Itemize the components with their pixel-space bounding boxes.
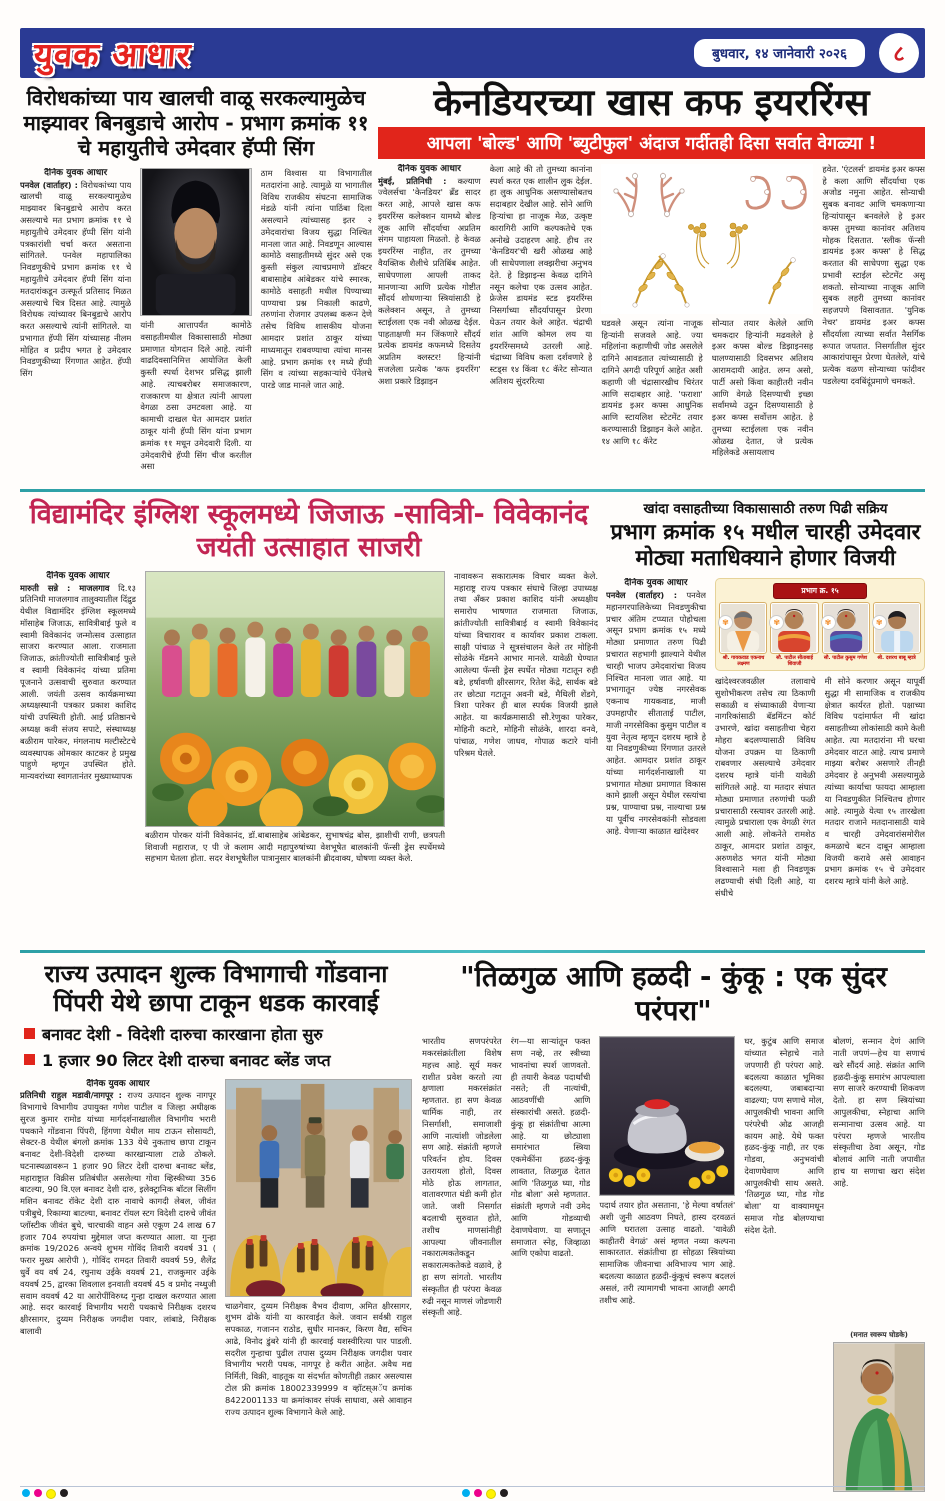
- masthead: [20, 28, 925, 78]
- candidates-panel: [715, 578, 925, 671]
- body-text: भारतीय सणपरंपरेत मकरसंक्रांतीला विशेष महत्त्व आहे. सूर्य मकर राशीत प्रवेश करतो त्या क्षणाला मकरसंक्रांत म्हणतात. हा सण केवळ धार्मिक नाही, तर निसर्गाशी, समाजाशी आणि नात्यांशी जोडलेला सण आहे. संक्रांती म्हणजे परिवर्तन होय. दिवस उतरायला होतो, दिवस मोठे होऊ लागतात, वातावरणात थंडी कमी होत जाते. जशी निसर्गात बदलाची सुरुवात होते, तशीच माणसांनीही आपल्या जीवनातील नकारात्मकतेकडून सकारात्मकतेकडे वळावे, हे हा सण सांगतो. भारतीय संस्कृतीत ही परंपरा केवळ रुढी नसून माणसं जोडणारी संस्कृती आहे.: [422, 1036, 502, 1318]
- body-text: विरोधकांच्या पाय खालची वाळू सरकल्यामुळेच माझ्यावर बिनबुडाचे आरोप करत असल्याचे मत प्रभाग क्रमांक ११ चे महायुतीचे उमेदवार हॅप्पी सिंग यांनी पत्रकारांशी चर्चा करत असताना सांगितले. पनवेल महापालिका निवडणुकीचे प्रभाग क्रमांक ११ चे महायुतीचे उमेदवार हॅप्पी सिंग यांना मतदारांकडून उत्स्फूर्त प्रतिसाद मिळत असल्याचे चित्र दिसत आहे. त्यामुळे विरोधक त्यांच्यावर बिनबुडाचे आरोप करत असल्याचे त्यांनी सांगितले. या प्रभागात हॅप्पी सिंग यांच्यासह नीलम मोहित व प्रदीप भगत हे उमेदवार निवडणुकीच्या रिंगणात आहेत. हॅप्पी सिंग: [20, 179, 132, 379]
- school-children-marigold-photo: [145, 571, 445, 827]
- candidate-name: सौ. पाटील सीताबाई शिवाजी: [776, 655, 813, 668]
- body-text: पदार्थ तयार होत असताना, 'हे मेल्या वर्षातलं' अशी जुनी आठवण निघते, हास्य दरवळतं आणि घरातला उत्साह वाढतो. 'यावेळी काहीतरी वेगळं' असं म्हणत नव्या कल्पना साकारतात. संक्रांतीचा हा सोहळा स्त्रियांच्या सामाजिक जीवनाचा अविभाज्य भाग आहे. बदलत्या काळात हळदी-कुंकूचं स्वरूप बदललं असलं, तरी त्यामागची भावना आजही अगदी तशीच आहे.: [599, 1200, 736, 1305]
- body-text: कल्याण ज्वेलर्सचा 'केनडियर' ब्रँड सादर करत आहे, आपले खास कफ इयररिंग्स कलेक्शन यामध्ये बोल्ड लूक आणि सौंदर्याचा अप्रतिम संगम पाहायला मिळतो. हे केवळ इयररिंग्स नाहीत, तर तुमच्या वैयक्तिक शैलीचे प्रतिबिंब आहेत. साधेपणाला आपली ताकद मानणाऱ्या आणि प्रत्येक गोष्टीत सौंदर्य शोधणाऱ्या स्त्रियांसाठी हे कलेक्शन असून, ते तुमच्या स्टाईलला एक नवी ओळख देईल. पाहताक्षणी मन जिंकणारे सौंदर्य प्रत्येक डायमंड कफमध्ये दिसतेय अप्रतिम क्लस्टर! हिऱ्यांनी सजलेला प्रत्येक 'कफ इयररिंग' अशा प्रकारे डिझाइन: [378, 175, 481, 386]
- cmyk-registration-dots: [22, 1489, 68, 1499]
- body-text: नावावरून सकारात्मक विचार व्यक्त केले. महाराष्ट्र राज्य पत्रकार संघाचे जिल्हा उपाध्यक्ष तथा अँकर प्रकाश काशिद यांनी अध्यक्षीय समारोप भाषणात राजमाता जिजाऊ, क्रांतीज्योती सावित्रीबाई व स्वामी विवेकानंद यांच्या विचारावर व कार्यावर प्रकाश टाकला. साक्षी पांचाळ ने सूत्रसंचालन केले तर मोहिनी सोळंके मॅडमने आभार मानले. यावेळी घेण्यात आलेल्या फॅन्सी ड्रेस स्पर्धेत मोठ्या गटातून रुही बडे, हर्षावणी क्षीरसागर, रितेश केंद्रे, सार्थक बडे तर छोट्या गटातून अवनी बडे, मैथिली शेंडगे, त्रिशा पारेकर ही बाल स्पर्धक विजयी झाले आहेत. या कार्यक्रमासाठी सौ.रेणुका पारेकर, मोहिनी कटारे, मोहिनी सोळंके, शारदा वनवे, पांचाळ, गणेश जाधव, गोपाळ कटारे यांनी परिश्रम घेतले.: [454, 570, 598, 758]
- article-middle-block: [601, 164, 813, 482]
- body-text: रंग—या साऱ्यांतून फक्त सण नव्हे, तर स्त्रीच्या भावनांचा स्पर्श जाणवतो. ही तयारी केवळ पदार्थांची नसते; ती नात्यांची, आठवणींची आणि संस्कारांची असते. हळदी-कुंकू हा संक्रांतीचा आत्मा आहे. या छोट्याशा समारंभात स्त्रिया एकमेकींना हळद-कुंकू लावतात, तिळगुळ देतात आणि 'तिळगुळ घ्या, गोड गोड बोला' असे म्हणतात. संक्रांती म्हणजे नवी उमेद आणि गोडव्याची देवाणघेवाण. या सणातून समाजात स्नेह, जिव्हाळा आणि एकोपा वाढतो.: [510, 1036, 591, 1259]
- happy-singh-portrait-photo: [140, 168, 251, 316]
- byline-paper: दैनिक युवक आधार: [46, 570, 110, 581]
- byline-paper: दैनिक युवक आधार: [624, 578, 688, 589]
- article-subheadline: आपला 'बोल्ड' आणि 'ब्युटीफुल' अंदाज गर्दीतही दिसा सर्वात वेगळ्या !: [378, 127, 925, 159]
- article-headline: प्रभाग क्रमांक १५ मधील चारही उमेदवार मोठ्या मताधिक्याने होणार विजयी: [610, 520, 921, 572]
- article-headline: राज्य उत्पादन शुल्क विभागाची गोंडवाना पिंपरी येथे छापा टाकून धडक कारवाई: [44, 960, 388, 1018]
- article-column: [140, 168, 251, 484]
- earrings-collection-image: [601, 164, 813, 314]
- article-school: [20, 499, 598, 947]
- lotus-symbol-icon: ✾: [872, 615, 887, 630]
- lotus-symbol-icon: ✾: [718, 615, 733, 630]
- date-box: बुधवार, १४ जानेवारी २०२६: [694, 39, 865, 67]
- article-column: [378, 164, 481, 482]
- body-text: खांदेश्वरजवळील तलावाचे सुशोभीकरण तसेच त्या ठिकाणी सकाळी व संध्याकाळी येणाऱ्या नागरिकांसाठी बॅडमिंटन कोर्ट उभारणे, खांदा वसाहतीचा चेहरा मोहरा बदलण्यासाठी विविध योजना उपक्रम या ठिकाणी राबवणार असल्याचे उमेदवार दशरथ म्हात्रे यांनी यावेळी सांगितले आहे. या मतदार संघात मोठ्या प्रमाणात तरुणांची फळी प्रचारासाठी रस्त्यावर उतरली आहे. त्यामुळे प्रचाराला एक वेगळी रंगत आली आहे. लोकनेते रामशेठ ठाकूर, आमदार प्रशांत ठाकूर, अरुणशेठ भगत यांनी मोठ्या विश्वासाने मला ही निवडणूक लढण्याची संधी दिली आहे, या संधीचे: [715, 675, 816, 898]
- bullet-text: बनावट देशी - विदेशी दारुचा कारखाना होता सुरु: [42, 1024, 323, 1044]
- body-text: सोन्यात तयार केलेले आणि चमकदार हिऱ्यांनी मढवलेले हे इअर कफ्स बोल्ड डिझाइनसह घालण्यासाठी दिवसभर अतिशय आरामदायी आहेत. लग्न असो, पार्टी असो किंवा काहीतरी नवीन आणि वेगळे दिसण्याची इच्छा सर्वांमध्ये उठून दिसण्यासाठी हे इअर कफ्स सर्वोत्तम आहेत. हे तुमच्या स्टाईलला एक नवीन ओळख देतात, जे प्रत्येक महिलेकडे असायलाच: [711, 317, 814, 458]
- black-dot-icon: [500, 1489, 508, 1497]
- article-kicker: खांदा वसाहतीच्या विकासासाठी तरुण पिढी सक्रिय: [643, 501, 888, 517]
- article-excise: [20, 960, 412, 1484]
- article-column: [422, 1036, 502, 1501]
- byline-place: मुंबई, प्रतिनिधी :: [378, 175, 447, 186]
- article-column: [606, 578, 706, 940]
- byline-place: पनवेल (वार्ताहर) :: [606, 590, 678, 601]
- byline-paper: दैनिक युवक आधार: [397, 163, 461, 174]
- candidate-name: सौ. पाटील कुसुम गणेश: [823, 655, 868, 662]
- body-text: केला आहे की तो तुमच्या कानांना स्पर्श करत एक शालीन लुक देईल. हा लुक आधुनिक असण्यासोबतच सदाबहार देखील आहे. सोने आणि हिऱ्यांचा हा नाजूक मेळ, उत्कृष्ट कारागिरी आणि कल्पकतेचे एक अनोखे उदाहरण आहे. हीच तर 'केनडियर'ची खरी ओळख आहे जी साधेपणाला लक्झरीचा अनुभव देते. हे डिझाइन्स केवळ दागिने नसून कलेचा एक उत्सव आहेत. फ्रेजेस डायमंड स्टड इयररिंग्स निसर्गाच्या सौंदर्यापासून प्रेरणा घेऊन तयार केले आहेत. चंद्राची शांत आणि कोमल लय या इयररिंग्समध्ये उतरली आहे. चंद्राच्या विविध कला दर्शवणारे हे स्टड्स १४ किंवा १८ कॅरेट सोन्यात अतिशय सुंदररित्या: [489, 163, 593, 386]
- excise-raid-photo: [225, 1079, 412, 1297]
- article-column: [511, 1036, 591, 1501]
- article-earrings: [378, 81, 926, 486]
- article-column: [744, 1036, 824, 1501]
- article-ward15: [606, 499, 925, 947]
- yellow-dot-icon: [486, 1489, 496, 1499]
- article-happy-singh: [20, 86, 372, 486]
- article-headline: "तिळगुळ आणि हळदी - कुंकू : एक सुंदर परंपरा": [460, 960, 887, 1028]
- bullet-item: [24, 1049, 412, 1071]
- body-text: घर, कुटुंब आणि समाज यांच्यात स्नेहाचे नाते जपणारी ही परंपरा आहे. बदलत्या काळात भूमिका बदलल्या, जबाबदाऱ्या वाढल्या; पण सणाचे मोल, आपुलकीची भावना आणि परंपरेची ओढ आजही कायम आहे. येथे फक्त हळद-कुंकू नाही, तर एक गोडवा, अनुभवांची देवाणघेवाण आणि आपुलकीची साथ असते. 'तिळगुळ घ्या, गोड गोड बोला' या वाक्यामधून समाज गोड बोलण्याचा संदेश देतो.: [744, 1036, 825, 1235]
- haldi-kunku-tilgul-photo: [599, 1036, 735, 1196]
- candidate-name: श्री. दशरथ बाबू म्हात्रे: [877, 655, 916, 662]
- page-number-badge: ८: [879, 33, 919, 73]
- section-divider: [20, 950, 925, 953]
- body-text: हवेत. 'एंटलर्स' डायमंड इअर कफ्स हे कला आणि सौंदर्याचा एक अजोड नमुना आहेत. सोन्याची सुबक बनावट आणि चमकणाऱ्या हिऱ्यांपासून बनवलेले हे इअर कफ्स तुमच्या कानांवर अतिशय मोहक दिसतात. 'स्लीक फॅन्सी डायमंड इअर कफ्स' हे सिद्ध करतात की साधेपणा सुद्धा एक प्रभावी स्टाईल स्टेटमेंट असू शकतो. सोन्याच्या नाजूक आणि सुबक लहरी तुमच्या कानांवर सहजपणे विसावतात. 'युनिक नेचर' डायमंड इअर कफ्स सौंदर्याला त्याच्या सर्वात नैसर्गिक रूपात जपतात. निसर्गातील सुंदर आकारांपासून प्रेरणा घेतलेले, यांचे प्रत्येक वळण सोन्याच्या फांदीवर पडलेल्या दवबिंदूंप्रमाणे चमकते.: [822, 163, 926, 386]
- body-text: ठाम विश्वास या विभागातील मतदारांना आहे. त्यामुळे या भागातील विविध राजकीय संघटना सामाजिक मंडळे यांनी त्यांना पाठिंबा दिला असल्याने त्यांच्यासह इतर २ उमेदवारांचा विजय सुद्धा निश्चित मानला जात आहे. निवडणून आल्यास कामोठे वसाहतीमध्ये सुंदर असे एक कुस्ती संकुल त्याचप्रमाणे डॉक्टर बाबासाहेब आंबेडकर यांचे स्मारक, कामोठे वसाहती मधील पिण्याच्या पाण्याचा प्रश्न निकाली काढणे, तरुणांना रोजगार उपलब्ध करून देणे तसेच विविध शासकीय योजना आमदार प्रशांत ठाकूर यांच्या माध्यमातून राबवण्याचा त्यांचा मानस आहे. प्रभाग क्रमांक ११ मध्ये हॅप्पी सिंग व त्यांच्या सहकाऱ्यांचे पॅनेलचे पारडे जाड मानले जात आहे.: [260, 168, 372, 391]
- cmyk-registration-dots: [462, 1489, 508, 1499]
- byline-place: मारुती सन्ने : माजलगाव: [20, 582, 110, 593]
- photo-strip-text: बळीराम पोरकर यांनी विवेकानंद, डॉ.बाबासाहेब आंबेडकर, सुभाषचंद्र बोस, झाशीची राणी, छत्रपती शिवाजी महाराज, ए पी जे कलाम आदी महापुरुषांच्या वेशभूषेत बालकांनी फॅन्सी ड्रेस स्पर्धेमध्ये सहभाग घेतला होता. सदर वेशभूषेतील पात्रानुसार बालकांनी ब्रीदवाक्य, घोषणा व्यक्त केले.: [145, 829, 445, 864]
- article-column: [20, 1079, 216, 1477]
- cyan-dot-icon: [22, 1489, 30, 1497]
- article-column: [822, 164, 925, 482]
- body-text: घडवले असून त्यांना नाजूक हिऱ्यांनी सजवले आहे. ज्या महिलांना कहाणीची जोड असलेले दागिने आवडतात त्यांच्यासाठी हे दागिने अगदी परिपूर्ण आहेत अशी कहाणी जी चंद्रासारखीच चिरंतर आणि सदाबहार आहे. 'फराशा' डायमंड इअर कफ्स आधुनिक आणि स्टायलिश स्टेटमेंट तयार करण्यासाठी डिझाइन केले आहेत. १४ आणि १८ कॅरेट: [601, 317, 703, 446]
- candidate-names-row: [719, 656, 921, 668]
- candidate-photo: [719, 602, 767, 654]
- byline-paper: दैनिक युवक आधार: [44, 168, 108, 178]
- article-column: [454, 571, 598, 935]
- yellow-dot-icon: [46, 1489, 56, 1499]
- article-headline: विरोधकांच्या पाय खालची वाळू सरकल्यामुळेच माझ्यावर बिनबुडाचे आरोप - प्रभाग क्रमांक ११ चे महायुतीचे उमेदवार हॅप्पी सिंग: [23, 86, 369, 160]
- bottom-rule: [20, 1486, 925, 1487]
- body-text: मी सोने करणार असून यापूर्वी सुद्धा मी सामाजिक व राजकीय क्षेत्रात कार्यरत होतो. पक्षाच्या विविध पदांमार्फत मी खांदा वसाहतीच्या लोकांसाठी कामे केली आहेत. त्या मतदारांना मी घरचा उमेदवार वाटत आहे. त्याच प्रमाणे माझ्या बरोबर असणारे तीनही उमेदवार हे अनुभवी असल्यामुळे त्यांच्या कार्याचा फायदा आम्हाला या निवडणुकीत निश्चितच होणार आहे. त्यामुळे येत्या १५ तारखेला मतदार राजाने मतदानासाठी यावे व चारही उमेदवारांसमोरील कमळाचे बटन दाबून आम्हाला विजयी करावे असे आवाहन प्रभाग क्रमांक १५ चे उमेदवार दशरथ म्हात्रे यांनी केले आहे.: [824, 675, 925, 887]
- article-photo-column: [225, 1079, 412, 1477]
- newspaper-logo: युवक आधार: [32, 34, 193, 74]
- red-square-bullet-icon: [24, 1054, 35, 1065]
- photo-caption: (मनात स्वरूप घोडके): [850, 1330, 908, 1340]
- magenta-dot-icon: [474, 1489, 482, 1497]
- body-text: दि.१३ प्रतिनिधी माजलगाव तालुक्यातील दिंद्रुड येथील विद्यामंदिर इंग्लिश स्कूलमध्ये मॉसाहेब जिजाऊ, सावित्रीबाई फुले व स्वामी विवेकानंद जन्मोत्सव उत्साहात साजरा करण्यात आला. राजमाता जिजाऊ, क्रांतीज्योती सावित्रीबाई फुले व स्वामी विवेकानंद यांच्या प्रतिमा पूजनाने उत्सवाची सुरुवात करण्यात आली. जयंती उत्सव कार्यक्रमाच्या अध्यक्षस्थानी पत्रकार प्रकाश काशिद यांची उपस्थिती होती. आई प्रतिष्ठानचे अध्यक्ष कवी संजय सपाटे, संस्थाध्यक्ष बळीराम पारेकर, मंगलनाथ मल्टीस्टेटचे व्यवस्थापक ओमकार काटकर हे प्रमुख पाहुणे म्हणून उपस्थित होते. मान्यवरांच्या स्वागतानंतर मुख्याध्यापक: [20, 582, 136, 782]
- article-tilgul: [422, 960, 925, 1484]
- article-column: [601, 318, 703, 478]
- article-right-block: [715, 578, 925, 940]
- candidate-photo: [822, 602, 870, 654]
- black-dot-icon: [60, 1489, 68, 1497]
- byline-place: पनवेल (वार्ताहर) :: [20, 179, 78, 190]
- article-photo-column: [145, 571, 445, 935]
- ward-number-badge: प्रभाग क्र. १५: [773, 583, 867, 599]
- article-column: [20, 571, 136, 935]
- bullet-text: 1 हजार 90 लिटर देशी दारुचा बनावट ब्लेंड जप्त: [42, 1050, 331, 1070]
- body-text: पनवेल महानगरपालिकेच्या निवडणुकीचा प्रचार अंतिम टप्प्यात पोहोचला असून प्रभाग क्रमांक १५ मध्ये मोठ्या प्रमाणात तरुण पिढी प्रचारात सहभागी झाल्याने येथील चारही भाजप उमेदवारांचा विजय निश्चित मानला जात आहे. या प्रभागातून ज्येष्ठ नगरसेवक एकनाथ गायकवाड, माजी उपमहापौर सीताताई पाटील, माजी नगरसेविका कुसुम पाटील व युवा नेतृत्व म्हणून दशरथ म्हात्रे हे या निवडणुकीच्या रिंगणात उतरले आहेत. आमदार प्रशांत ठाकूर यांच्या मार्गदर्शनाखाली या प्रभागात मोठ्या प्रमाणात विकास कामे झाली असून येथील रस्त्यांचा प्रश्न, पाण्याचा प्रश्न, नाल्याचा प्रश्न या पूर्वीच नगरसेवकांनी सोडवला आहे. येणाऱ्या काळात खांदेश्वर: [606, 590, 706, 836]
- red-square-bullet-icon: [24, 1028, 35, 1039]
- lotus-symbol-icon: ✾: [821, 615, 836, 630]
- article-column: [261, 168, 372, 484]
- candidate-name: श्री. गायकवाड एकनाथ लक्ष्मण: [722, 655, 765, 668]
- article-column: [715, 676, 816, 941]
- article-headline: विद्यामंदिर इंग्लिश स्कूलमध्ये जिजाऊ -सावित्री- विवेकानंद जयंती उत्साहात साजरी: [29, 499, 589, 563]
- body-text: राज्य उत्पादन शुल्क नागपूर विभागाचे विभागीय उपायुक्त गणेश पाटील व जिल्हा अधीक्षक सुरज कुमार रामोड यांच्या मार्गदर्शनाखालील विभागीय भरारी पथकाने गोंडवाना पिंपरी, हिंगणा येथील माय टाऊन सोसायटी, सेक्टर-8 येथील बंगलो क्रमांक 133 येथे नुकताच छापा टाकून बनावट देशी-विदेशी दारुच्या कारखान्याला टाळे ठोकले. घटनास्थळावरून 1 हजार 90 लिटर देशी दारुचा बनावट ब्लेंड, महाराष्ट्रात विक्रीस प्रतिबंधीत असलेल्या गोवा व्हिस्कीच्या 356 बाटल्या, 90 वि.एल बनावट देशी दारु, इलेक्ट्रानिक बॉटल सिलींग मशिन बनावट रॉकेट देशी दारु नावाचे कागदी लेबल, जीवंत पत्रीबुचे, रिकाम्या बाटल्या, बनावट रॉयल स्टग विदेशी दारुचे जीवंत प्लॉस्टीक जीवंत बुचे, चारचाकी वाहन असे एकूण 24 लाख 67 हजार 704 रुपयांचा मुद्देमाल जप्त करण्यात आला. या गुन्हा क्रमांक 19/2026 अन्वये शुभम गोविंद तिवारी वयवर्ष 31 ( फरार मुख्य आरोपी ), गोविंद रामदत तिवारी वयवर्ष 59, शैलेंद्र धुर्वे वय वर्ष 24, रघुनाथ उईके वयवर्ष 21, राजकुमार उईके वयवर्ष 25, द्वारका शिवलाल इनवाती वयवर्ष 45 व प्रमोद नथ्थुजी सवाम वयवर्ष 42 या आरोपींविरुध्द गुन्हा दाखल करण्यात आला आहे. सदर कारवाई विभागीय भरारी पथकाचे निरीक्षक दशरथ क्षीरसागर, दुय्यम निरीक्षक जगदीश पवार, लांबाडे, निरीक्षक बालावी: [20, 1090, 216, 1336]
- byline-place: प्रतिनिधी राहुल मडावी/नागपूर :: [20, 1090, 123, 1101]
- body-text: यांनी आत्तापर्यंत कामोठे वसाहतीमधील विकासासाठी मोठ्या प्रमाणात योगदान दिले आहे. त्यांनी वाढदिवसानिमित्त आयोजित केली कुस्ती स्पर्धा देशभर प्रसिद्ध झाली आहे. त्याचबरोबर समाजकारण, राजकारण या क्षेत्रात त्यांनी आपला वेगळा ठसा उमटवला आहे. या कामाची दाखल घेत आमदार प्रशांत ठाकूर यांनी हॅप्पी सिंग यांना प्रभाग क्रमांक ११ मधून उमेदवारी दिली. या उमेदवारीचे हॅप्पी सिंग चीज करतील असा: [140, 320, 252, 472]
- article-column: [833, 1036, 925, 1501]
- body-text: बोलणं, सन्मान देणं आणि नाती जपणं—हेच या सणाचं खरे सौंदर्य आहे. संक्रांत आणि हळदी-कुंकू समारंभ आपल्याला सण साजरे करण्याची शिकवण देतो. हा सण स्त्रियांच्या आपुलकीचा, स्नेहाचा आणि सन्मानाचा उत्सव आहे. या परंपरा म्हणजे भारतीय संस्कृतीचा ठेवा असून, गोड बोलावं आणि नाती जपावीत हाच या सणाचा खरा संदेश आहे.: [833, 1036, 926, 1188]
- article-column: [712, 318, 814, 478]
- candidate-photo: [873, 602, 921, 654]
- article-column: [825, 676, 926, 941]
- woman-portrait-photo: [833, 1342, 925, 1492]
- section-divider: [20, 489, 925, 492]
- article-photo-column: [599, 1036, 735, 1501]
- bullet-item: [24, 1023, 412, 1045]
- article-column: [20, 168, 131, 484]
- body-text: चाळगेवार, दुय्यम निरीक्षक वैभव दीवाण, अमित क्षीरसागर, शुभम ढोके यांनी या कारवाईत केले. जवान सर्वश्री राहुल सपकाळ, गजानन राठोड, सुधीर मानकर, किरण वैद्य, सचिन आढे, विनोद डुंबरे यांनी ही कारवाई यशस्वीरित्या पार पाडली. सदरील गुन्हाचा पुढील तपास दुय्यम निरीक्षक जगदीश पवार विभागीय भरारी पथक, नागपूर हे करीत आहेत. अवैध मद्य निर्मिती, विक्री, वाहतूक या संदर्भात कोणतीही तक्रार असल्यास टोल फ्री क्रमांक 18002339999 व व्हॉटस्अॅप क्रमांक 8422001133 या क्रमांकावर संपर्क साधावा, असे आवाहन राज्य उत्पादन शुल्क विभागाने केले आहे.: [225, 1300, 412, 1417]
- cyan-dot-icon: [462, 1489, 470, 1497]
- lotus-symbol-icon: ✾: [769, 615, 784, 630]
- article-headline: केनडियरच्या खास कफ इयररिंग्स: [433, 81, 870, 124]
- article-column: [490, 164, 593, 482]
- byline-paper: दैनिक युवक आधार: [86, 1078, 150, 1089]
- candidate-photo: [770, 602, 818, 654]
- magenta-dot-icon: [34, 1489, 42, 1497]
